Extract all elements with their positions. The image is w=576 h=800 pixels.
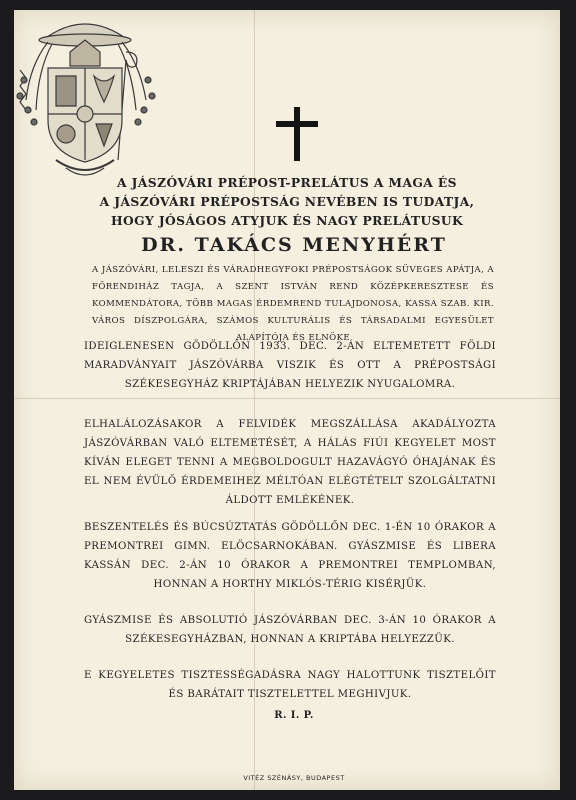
- intro-line: A JÁSZÓVÁRI PRÉPOSTSÁG NEVÉBEN IS TUDATJA,: [99, 194, 475, 209]
- fold-line-horizontal: [14, 398, 560, 399]
- cross-icon: [276, 107, 318, 161]
- announcement-intro: [62, 173, 512, 230]
- printer-imprint: VITÉZ SZÉNÁSY, BUDAPEST: [243, 774, 345, 782]
- intro-line: HOGY JÓSÁGOS ATYJUK ÉS NAGY PRELÁTUSUK: [110, 213, 464, 228]
- intro-line: A JÁSZÓVÁRI PRÉPOST-PRELÁTUS A MAGA ÉS: [117, 175, 457, 190]
- rip-closing: R. I. P.: [274, 710, 314, 721]
- burial-paragraph: IDEIGLENESEN GÖDÖLLŐN 1933. DEC. 2-ÁN ELTEMETETT FÖLDI MARADVÁNYAIT JÁSZÓVÁRBA VISZIK ÉS OTT A PRÉPOSTSÁGI SZÉKESEGYHÁZ KRIPTÁJÁBAN HELYEZIK NYUGALOMRA.: [84, 341, 496, 390]
- coat-of-arms-icon: [8, 10, 163, 182]
- background-paragraph: ELHALÁLOZÁSAKOR A FELVIDÉK MEGSZÁLLÁSA AKADÁLYOZTA JÁSZÓVÁRBAN VALÓ ELTEMETÉSÉT, A HÁLÁS FIÚI KEGYELET MOST KÍVÁN ELEGET TENNI A MEGBOLDOGULT HAZAVÁGYÓ ÓHAJÁNAK ÉS EL NEM ÉVÜLŐ ÉRDEMEIHEZ MÉLTÓAN ELÉGTÉTELT SZOLGÁLTATNI ÁLDOTT EMLÉKÉNEK.: [84, 419, 496, 506]
- invitation-paragraph: E KEGYELETES TISZTESSÉGADÁSRA NAGY HALOTTUNK TISZTELŐIT ÉS BARÁTAIT TISZTELETTEL MEGHIVJUK.: [84, 670, 496, 700]
- absolution-paragraph: GYÁSZMISE ÉS ABSOLUTIÓ JÁSZÓVÁRBAN DEC. 3-ÁN 10 ÓRAKOR A SZÉKESEGYHÁZBAN, HONNAN A KRIPTÁBA HELYEZZÜK.: [84, 615, 496, 645]
- deceased-titles: A JÁSZÓVÁRI, LELESZI ÉS VÁRADHEGYFOKI PRÉPOSTSÁGOK SÜVEGES APÁTJA, A FŐRENDIHÁZ TAGJA, A SZENT ISTVÁN REND KÖZÉPKERESZTESE ÉS KOMMENDÁTORA, TÖBB MAGAS ÉRDEMREND TULAJDONOSA, KASSA SZAB. KIR. VÁROS DÍSZPOLGÁRA, SZÁMOS KULTURÁLIS ÉS TÁRSADALMI EGYESÜLET ALAPÍTÓJA ÉS ELNÖKE: [92, 265, 494, 343]
- ceremony-paragraph: BESZENTELÉS ÉS BÚCSÚZTATÁS GÖDÖLLŐN DEC. 1-ÉN 10 ÓRAKOR A PREMONTREI GIMN. ELÖCSARNOKÁBAN. GYÁSZMISE ÉS LIBERA KASSÁN DEC. 2-ÁN 10 ÓRAKOR A PREMONTREI TEMPLOMBAN, HONNAN A HORTHY MIKLÓS-TÉRIG KISÉRJÜK.: [84, 522, 496, 590]
- obituary-sheet: [14, 10, 560, 790]
- deceased-name: DR. TAKÁCS MENYHÉRT: [141, 234, 447, 256]
